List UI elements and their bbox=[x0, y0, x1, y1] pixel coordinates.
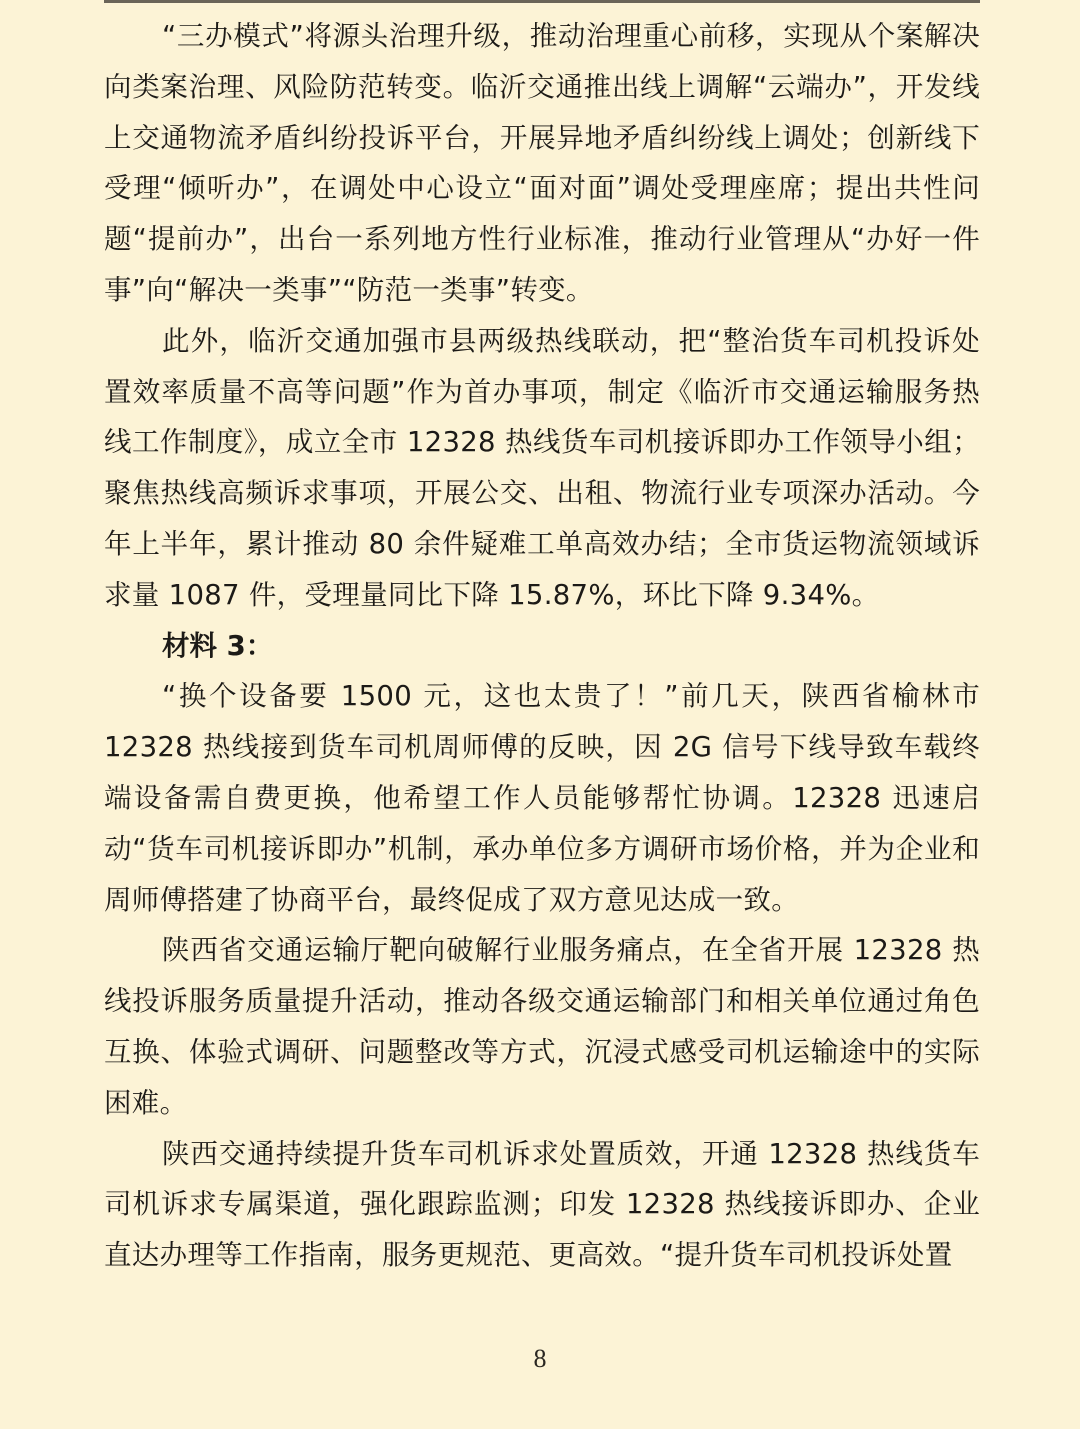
paragraph-yulin-case: “换个设备要 1500 元，这也太贵了！”前几天，陕西省榆林市 12328 热线接到货车司机周师傅的反映，因 2G 信号下线导致车载终端设备需自费更换，他希望工作人员能够帮忙协调。12328 迅速启动“货车司机接诉即办”机制，承办单位多方调研市场价格，并为企业和周师傅搭建了协商平台，最终促成了双方意见达成一致。 bbox=[104, 680, 980, 916]
paragraph-shaanxi-channel: 陕西交通持续提升货车司机诉求处置质效，开通 12328 热线货车司机诉求专属渠道，强化跟踪监测；印发 12328 热线接诉即办、企业直达办理等工作指南，服务更规范、更高效。“提升货车司机投诉处置 bbox=[104, 1137, 980, 1272]
paragraph-three-office-mode: “三办模式”将源头治理升级，推动治理重心前移，实现从个案解决向类案治理、风险防范转变。临沂交通推出线上调解“云端办”，开发线上交通物流矛盾纠纷投诉平台，开展异地矛盾纠纷线上调处；创新线下受理“倾听办”，在调处中心设立“面对面”调处受理座席；提出共性问题“提前办”，出台一系列地方性行业标准，推动行业管理从“办好一件事”向“解决一类事”“防范一类事”转变。 bbox=[104, 20, 980, 306]
section-heading-material-3: 材料 3： bbox=[162, 629, 274, 662]
document-page bbox=[104, 11, 980, 1281]
paragraph-linyi-hotline: 此外，临沂交通加强市县两级热线联动，把“整治货车司机投诉处置效率质量不高等问题”作为首办事项，制定《临沂市交通运输服务热线工作制度》，成立全市 12328 热线货车司机接诉即办工作领导小组；聚焦热线高频诉求事项，开展公交、出租、物流行业专项深办活动。今年上半年，累计推动 80 余件疑难工单高效办结；全市货运物流领域诉求量 1087 件，受理量同比下降 15.87%，环比下降 9.34%。 bbox=[104, 324, 980, 611]
paragraph-shaanxi-quality-campaign: 陕西省交通运输厅靶向破解行业服务痛点，在全省开展 12328 热线投诉服务质量提升活动，推动各级交通运输部门和相关单位通过角色互换、体验式调研、问题整改等方式，沉浸式感受司机运输途中的实际困难。 bbox=[104, 934, 980, 1119]
page-number: 8 bbox=[533, 1344, 547, 1373]
top-rule bbox=[104, 0, 980, 3]
